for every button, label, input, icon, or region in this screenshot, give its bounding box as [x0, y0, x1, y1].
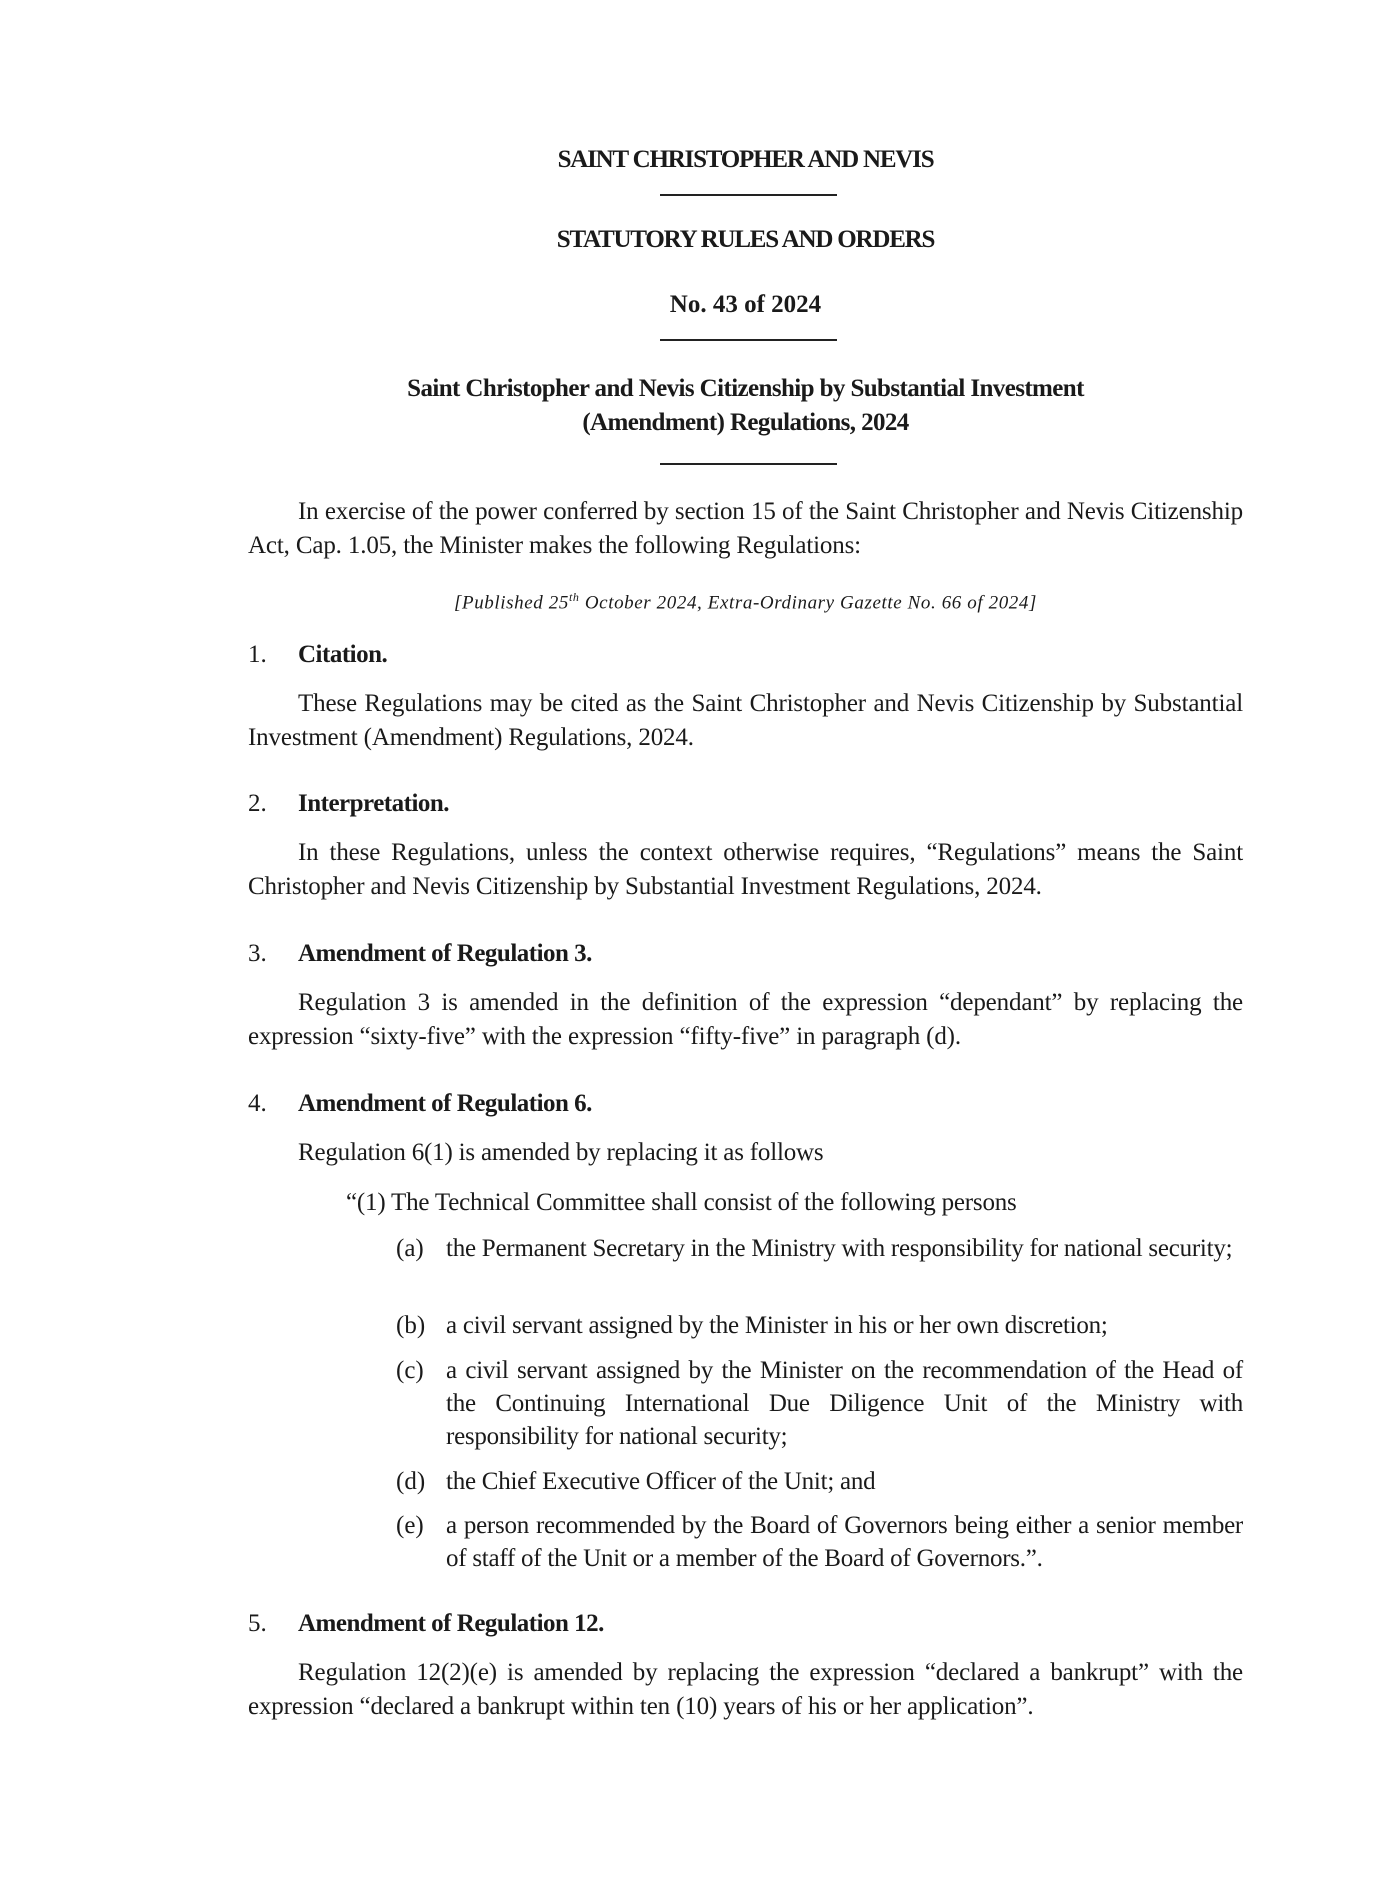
publication-note-superscript: th — [568, 590, 580, 604]
section-number: 1. — [248, 641, 267, 668]
section-heading — [248, 1087, 1243, 1121]
list-item-label: (a) — [396, 1235, 424, 1262]
section-heading — [248, 1607, 1243, 1641]
section-number: 5. — [248, 1610, 267, 1637]
list-item-label: (d) — [396, 1468, 426, 1495]
section-heading — [248, 937, 1243, 971]
section-paragraph: Regulation 12(2)(e) is amended by replacing the expression “declared a bankrupt” with the expression “declared a bankrupt within ten (10) years of his or her application”. — [248, 1659, 1243, 1720]
section-title: Interpretation. — [298, 790, 450, 817]
regulation-title-line: Saint Christopher and Nevis Citizenship by Substantial Investment — [407, 375, 1084, 402]
list-item — [396, 1465, 1243, 1498]
list-item-label: (e) — [396, 1512, 424, 1539]
regulation-title-line: (Amendment) Regulations, 2024 — [582, 409, 909, 436]
section-title: Amendment of Regulation 3. — [298, 940, 592, 967]
section-heading — [248, 787, 1243, 821]
divider-rule — [660, 194, 837, 196]
section-title: Amendment of Regulation 6. — [298, 1090, 592, 1117]
section-title: Amendment of Regulation 12. — [298, 1610, 604, 1637]
preamble-paragraph: In exercise of the power conferred by section 15 of the Saint Christopher and Nevis Citizenship Act, Cap. 1.05, the Minister makes the following Regulations: — [248, 498, 1243, 559]
list-item-text: a person recommended by the Board of Governors being either a senior member of staff of the Unit or a member of the Board of Governors.”. — [446, 1512, 1243, 1572]
order-number: No. 43 of 2024 — [669, 291, 822, 318]
list-item-label: (b) — [396, 1312, 426, 1339]
list-item — [396, 1509, 1243, 1575]
divider-rule — [660, 463, 837, 465]
list-item-text: the Permanent Secretary in the Ministry with responsibility for national security; — [446, 1235, 1233, 1262]
divider-rule — [660, 339, 837, 341]
list-item-text: a civil servant assigned by the Minister on the recommendation of the Head of the Continuing International Due Diligence Unit of the Ministry with responsibility for national security; — [446, 1357, 1243, 1450]
section-heading — [248, 638, 1243, 672]
section-number: 4. — [248, 1090, 267, 1117]
list-item-label: (c) — [396, 1357, 424, 1384]
section-paragraph: Regulation 6(1) is amended by replacing it as follows — [298, 1139, 824, 1166]
section-paragraph: These Regulations may be cited as the Saint Christopher and Nevis Citizenship by Substantial Investment (Amendment) Regulations, 2024. — [248, 690, 1243, 751]
publication-note — [248, 590, 1243, 614]
section-number: 2. — [248, 790, 267, 817]
section-title: Citation. — [298, 641, 388, 668]
country-heading: SAINT CHRISTOPHER AND NEVIS — [557, 146, 934, 173]
list-item — [396, 1232, 1243, 1265]
section-number: 3. — [248, 940, 267, 967]
list-item-text: a civil servant assigned by the Minister in his or her own discretion; — [446, 1312, 1108, 1339]
series-heading: STATUTORY RULES AND ORDERS — [556, 226, 935, 253]
section-paragraph: Regulation 3 is amended in the definition of the expression “dependant” by replacing the expression “sixty-five” with the expression “fifty-five” in paragraph (d). — [248, 989, 1243, 1050]
regulation-title — [248, 372, 1243, 440]
list-item — [396, 1354, 1243, 1453]
list-item — [396, 1309, 1243, 1342]
publication-note-suffix: October 2024, Extra-Ordinary Gazette No. 66 of 2024] — [579, 592, 1037, 614]
list-item-text: the Chief Executive Officer of the Unit; and — [446, 1468, 876, 1495]
section-paragraph: In these Regulations, unless the context otherwise requires, “Regulations” means the Saint Christopher and Nevis Citizenship by Substantial Investment Regulations, 2024. — [248, 839, 1243, 900]
publication-note-prefix: [Published 25 — [454, 592, 569, 614]
subsection-text: “(1) The Technical Committee shall consist of the following persons — [346, 1189, 1017, 1216]
